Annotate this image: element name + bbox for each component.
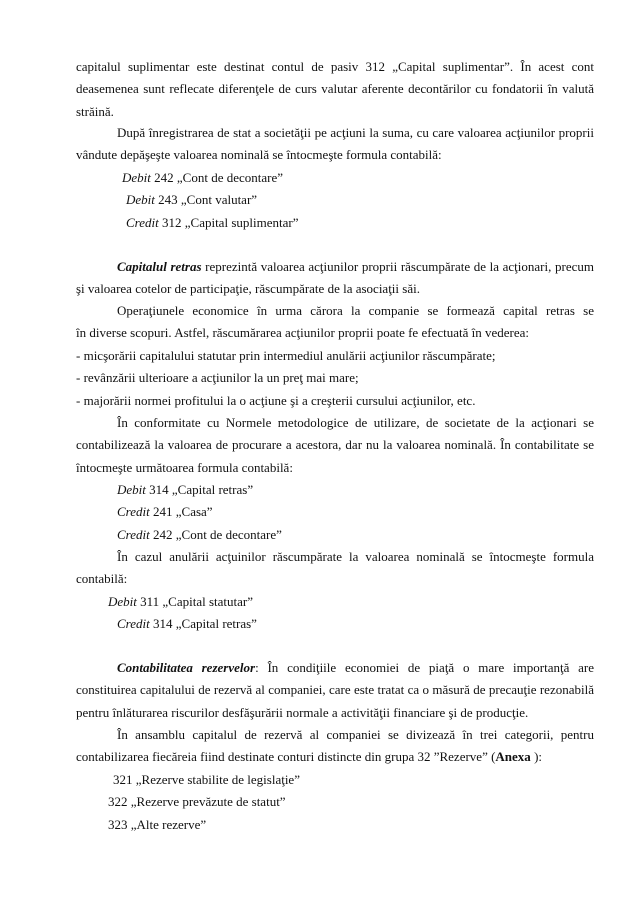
entry-kind: Debit (108, 594, 137, 609)
text-line: capitalul suplimentar este destinat contul de pasiv 312 „Capital suplimentar”. În acest cont (76, 59, 594, 74)
text-line: pentru înlăturarea riscurilor desfăşurării normale a activităţii financiare şi de producţie. (76, 704, 529, 720)
entry-text: 241 „Casa” (153, 504, 213, 520)
text-line (76, 657, 594, 679)
entry-kind: Credit (117, 504, 150, 520)
entry-kind: Credit (117, 616, 150, 632)
accounting-entry (76, 479, 594, 501)
text-line: contabilizează la valoarea de procurare a acestora, dar nu la valoarea nominală. În contabilitate se (76, 437, 594, 453)
list-item: - revânzării ulterioare a acţiunilor la un preţ mai mare; (76, 370, 359, 386)
paragraph-capital-suplimentar (76, 56, 594, 123)
accounting-entry (76, 613, 594, 635)
paragraph-contabilitatea-rezervelor (76, 657, 594, 724)
paragraph-anulare (76, 546, 594, 591)
list-item: 321 „Rezerve stabilite de legislaţie” (113, 772, 300, 787)
paragraph-conformitate (76, 412, 594, 479)
accounting-entry (76, 212, 594, 234)
paragraph-inregistrare (76, 122, 594, 167)
text-span: reprezintă valoarea acţiunilor proprii răscumpărate de la acţionari, precum (205, 259, 594, 274)
entry-text: 314 „Capital retras” (153, 616, 257, 632)
accounting-entry (76, 167, 594, 189)
text-line: contabilă: (76, 571, 128, 587)
anexa-label: Anexa (495, 749, 531, 765)
text-line: În conformitate cu Normele metodologice de utilizare, de societate de la acţionari se (117, 415, 594, 430)
text-span: ): (530, 749, 543, 765)
term-capitalul-retras: Capitalul retras (117, 259, 202, 274)
text-line (76, 746, 594, 768)
text-line: şi valoarea cotelor de participaţie, răscumpărate de la asociaţii săi. (76, 281, 420, 297)
reserves-list (76, 769, 594, 836)
list-item: 322 „Rezerve prevăzute de statut” (108, 794, 286, 810)
text-line: constituirea capitalului de rezervă al companiei, care este tratat ca o măsură de precauţie rezonabilă (76, 682, 594, 698)
entry-kind: Debit (126, 192, 155, 208)
text-line: întocmeşte următoarea formula contabilă: (76, 459, 293, 475)
accounting-entry-list (76, 479, 594, 546)
list-item: - micşorării capitalului statutar prin intermediul anulării acţiunilor răscumpărate; (76, 348, 496, 363)
text-line: deasemenea sunt reflecate diferenţele de curs valutar aferente decontărilor cu fondatorii în valută (76, 81, 594, 97)
entry-kind: Credit (126, 214, 159, 230)
accounting-entry (76, 591, 594, 613)
text-span: contabilizarea fiecăreia fiind destinate conturi distincte din grupa 32 ”Rezerve” ( (76, 749, 496, 765)
entry-kind: Credit (117, 526, 150, 542)
text-line: în diverse scopuri. Astfel, răscumărarea acţiunilor proprii poate fe efectuată în vederea: (76, 325, 529, 341)
text-line (76, 256, 594, 278)
entry-text: 311 „Capital statutar” (140, 594, 254, 609)
text-line: vândute depăşeşte valoarea nominală se întocmeşte formula contabilă: (76, 147, 442, 163)
paragraph-operatiuni (76, 300, 594, 345)
entry-text: 243 „Cont valutar” (158, 192, 258, 208)
text-line: străină. (76, 103, 114, 119)
text-line: În cazul anulării acţuinilor răscumpărate la valoarea nominală se întocmeşte formula (117, 549, 594, 564)
entry-text: 242 „Cont de decontare” (154, 170, 284, 185)
accounting-entry (76, 524, 594, 546)
paragraph-capitalul-retras (76, 256, 594, 301)
term-contabilitatea-rezervelor: Contabilitatea rezervelor (117, 660, 256, 675)
list-item: 323 „Alte rezerve” (108, 816, 207, 832)
list-item: - majorării normei profitului la o acţiune şi a creşterii cursului acţiunilor, etc. (76, 392, 476, 408)
text-line: Operaţiunele economice în urma cărora la companie se formează capital retras se (117, 303, 594, 318)
accounting-entry (76, 501, 594, 523)
entry-text: 242 „Cont de decontare” (153, 526, 282, 542)
paragraph-ansamblu (76, 724, 594, 769)
entry-text: 314 „Capital retras” (149, 482, 254, 497)
bullet-list (76, 345, 594, 412)
entry-kind: Debit (122, 170, 151, 185)
entry-kind: Debit (117, 482, 146, 497)
accounting-entry (76, 189, 594, 211)
accounting-entry-list (76, 167, 594, 234)
text-line: În ansamblu capitalul de rezervă al companiei se divizează în trei categorii, pentru (117, 727, 594, 742)
text-line: După înregistrarea de stat a societăţii pe acţiuni la suma, cu care valoarea acţiunilor proprii (117, 125, 594, 140)
entry-text: 312 „Capital suplimentar” (162, 214, 299, 230)
accounting-entry-list (76, 591, 594, 636)
text-span: : În condiţiile economiei de piaţă o mare importanţă are (255, 660, 594, 675)
